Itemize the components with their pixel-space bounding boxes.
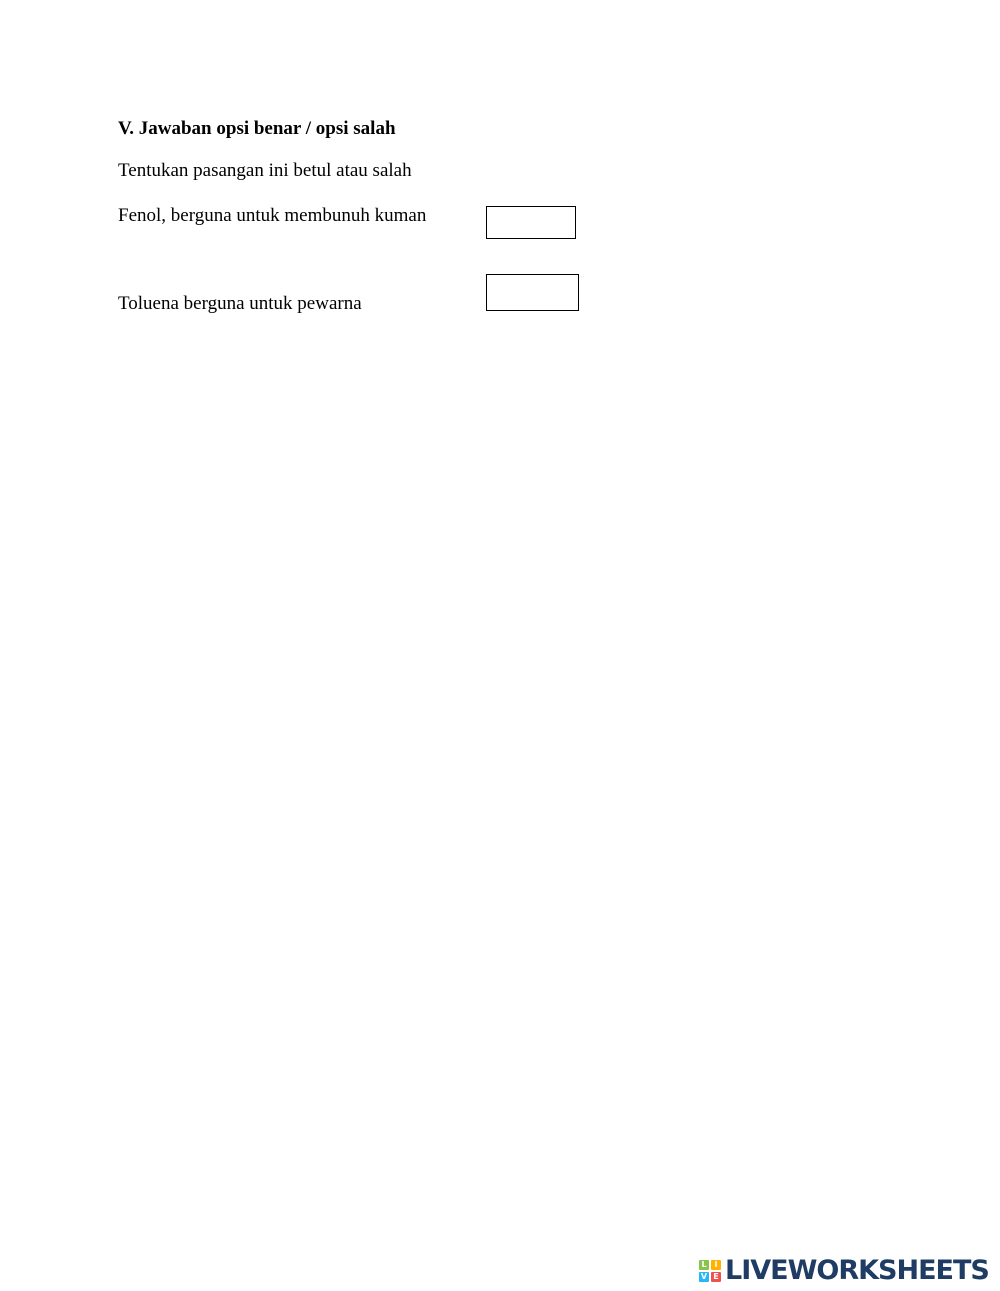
logo-letter-i: I	[711, 1260, 721, 1270]
logo-letter-v: V	[700, 1272, 708, 1281]
logo-text: LIVEWORKSHEETS	[725, 1255, 989, 1286]
question-2-answer-box[interactable]	[486, 274, 579, 311]
section-title: V. Jawaban opsi benar / opsi salah	[118, 118, 396, 139]
logo-letter-e: E	[711, 1272, 721, 1282]
logo-letter-l: L	[699, 1260, 709, 1270]
question-2-statement: Toluena berguna untuk pewarna	[118, 293, 362, 314]
question-1-statement: Fenol, berguna untuk membunuh kuman	[118, 205, 427, 226]
instruction-text: Tentukan pasangan ini betul atau salah	[118, 160, 412, 181]
question-1-answer-box[interactable]	[486, 206, 576, 239]
liveworksheets-logo	[698, 1256, 989, 1286]
logo-mark-icon	[698, 1259, 722, 1283]
